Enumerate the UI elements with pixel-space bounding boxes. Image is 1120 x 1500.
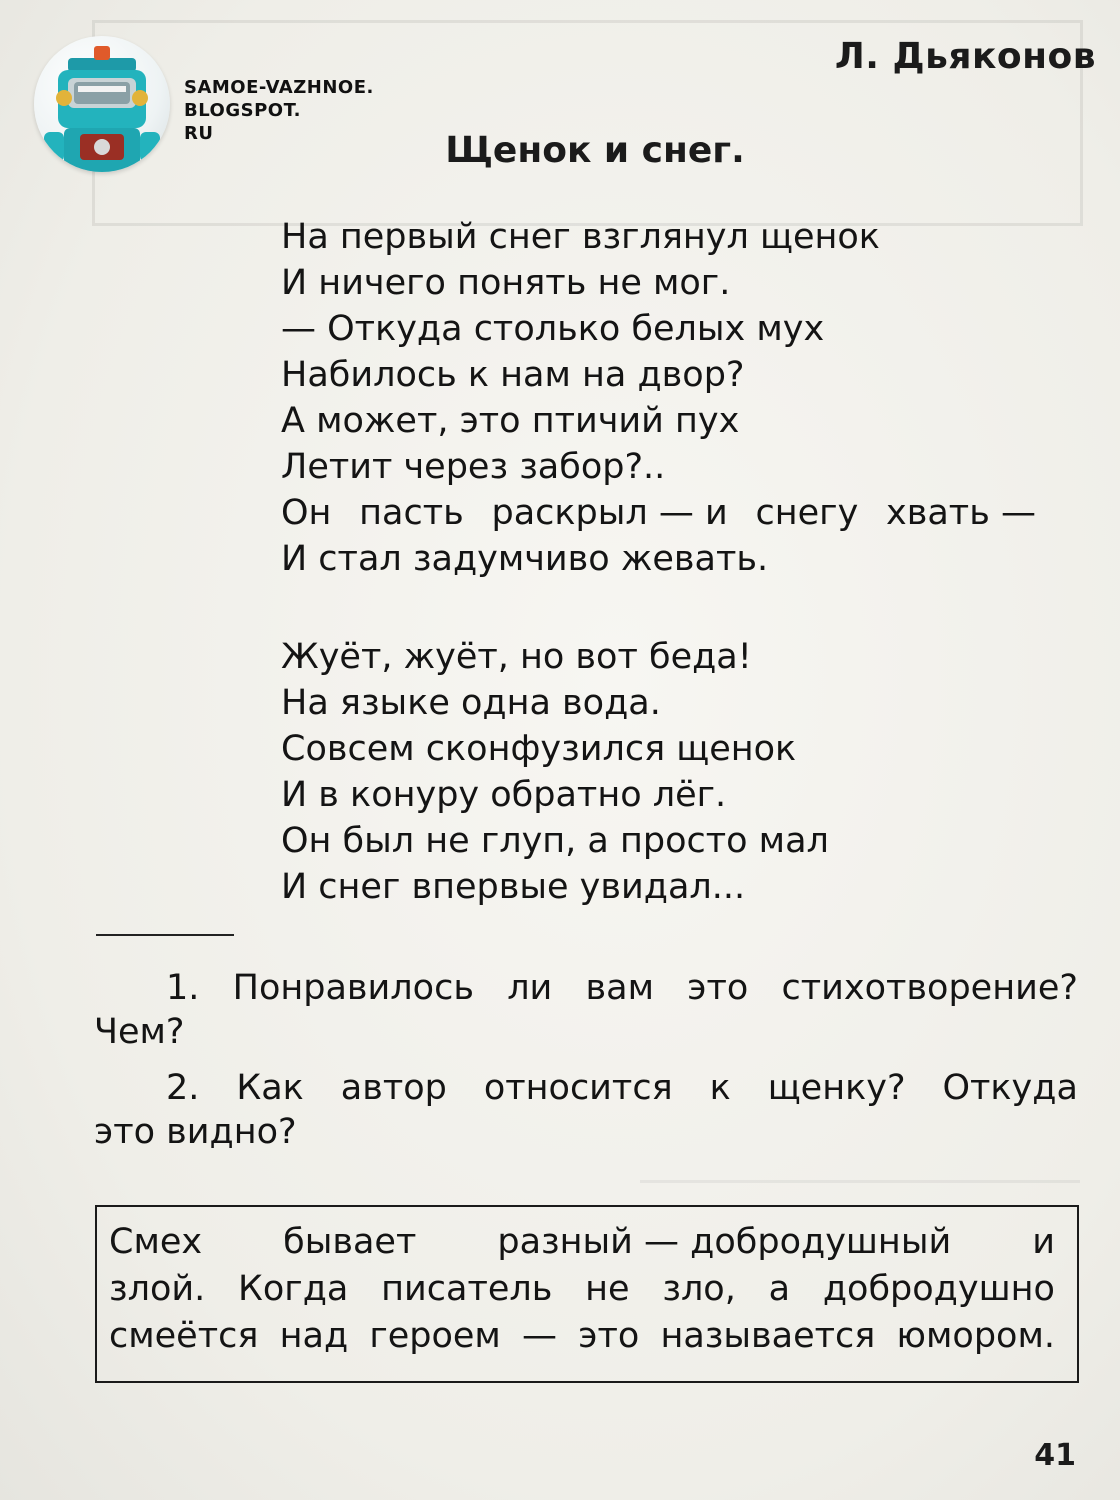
box-word: и bbox=[1032, 1222, 1055, 1262]
box-line bbox=[109, 1219, 1055, 1266]
question-word: вам bbox=[585, 968, 655, 1008]
poem-line: Набилось к нам на двор? bbox=[281, 355, 745, 395]
humor-definition-box bbox=[95, 1205, 1079, 1383]
question-word: щенку? bbox=[767, 1068, 906, 1108]
poem-line bbox=[281, 490, 1036, 536]
box-word: не bbox=[585, 1269, 630, 1309]
poem-title: Щенок и снег. bbox=[445, 130, 745, 171]
poem-line: И стал задумчиво жевать. bbox=[281, 539, 769, 579]
poem-line: На первый снег взглянул щенок bbox=[281, 217, 880, 257]
box-line bbox=[109, 1313, 1055, 1360]
watermark-line: BLOGSPOT. bbox=[184, 100, 301, 121]
section-divider bbox=[96, 934, 234, 936]
question-word: Как bbox=[236, 1068, 304, 1108]
question-word: стихотворение? bbox=[781, 968, 1078, 1008]
poem-line: Жуёт, жуёт, но вот беда! bbox=[281, 637, 752, 677]
question-word: автор bbox=[340, 1068, 447, 1108]
box-word: это bbox=[578, 1316, 640, 1356]
question-line bbox=[94, 966, 1078, 1010]
box-word: писатель bbox=[381, 1269, 553, 1309]
box-word: злой. bbox=[109, 1269, 206, 1309]
poem-word: Он bbox=[281, 493, 332, 533]
poem-author: Л. Дьяконов bbox=[834, 36, 1096, 77]
box-word: бывает bbox=[283, 1222, 417, 1262]
poem-line: Летит через забор?.. bbox=[281, 447, 666, 487]
poem-line: А может, это птичий пух bbox=[281, 401, 740, 441]
questions-list bbox=[94, 966, 1078, 1154]
box-word: героем bbox=[369, 1316, 501, 1356]
question-line: Чем? bbox=[94, 1012, 185, 1052]
poem-stanza-1 bbox=[281, 214, 1036, 582]
poem-line: — Откуда столько белых мух bbox=[281, 309, 825, 349]
poem-word: пасть bbox=[359, 493, 464, 533]
box-word: юмором. bbox=[896, 1316, 1055, 1356]
question-word: ли bbox=[507, 968, 553, 1008]
box-word: добродушно bbox=[822, 1269, 1055, 1309]
poem-word: хвать — bbox=[886, 493, 1036, 533]
question-word: 2. bbox=[166, 1068, 200, 1108]
poem-word: раскрыл — и bbox=[491, 493, 728, 533]
box-word: смеётся bbox=[109, 1316, 259, 1356]
poem-line: На языке одна вода. bbox=[281, 683, 661, 723]
question-word: это bbox=[687, 968, 749, 1008]
page-number: 41 bbox=[1034, 1438, 1076, 1473]
poem-word: снегу bbox=[755, 493, 859, 533]
box-line bbox=[109, 1266, 1055, 1313]
poem-stanza-2 bbox=[281, 634, 829, 910]
box-word: разный — добродушный bbox=[497, 1222, 952, 1262]
poem-line: И снег впервые увидал... bbox=[281, 867, 746, 907]
box-word: называется bbox=[660, 1316, 876, 1356]
watermark-line: RU bbox=[184, 123, 214, 144]
question-line bbox=[94, 1066, 1078, 1110]
question-word: относится bbox=[483, 1068, 673, 1108]
poem-line: И ничего понять не мог. bbox=[281, 263, 731, 303]
poem-line: Совсем сконфузился щенок bbox=[281, 729, 797, 769]
poem-line: И в конуру обратно лёг. bbox=[281, 775, 727, 815]
question-word: Откуда bbox=[942, 1068, 1078, 1108]
box-word: над bbox=[279, 1316, 349, 1356]
box-word: Смех bbox=[109, 1222, 203, 1262]
box-word: — bbox=[522, 1316, 558, 1356]
question-2 bbox=[94, 1066, 1078, 1154]
box-word: Когда bbox=[238, 1269, 349, 1309]
question-word: к bbox=[709, 1068, 731, 1108]
poem-line: Он был не глуп, а просто мал bbox=[281, 821, 829, 861]
question-line: это видно? bbox=[94, 1112, 297, 1152]
box-word: зло, bbox=[662, 1269, 736, 1309]
question-1 bbox=[94, 966, 1078, 1054]
box-word: а bbox=[768, 1269, 791, 1309]
watermark-line: SAMOE-VAZHNOE. bbox=[184, 77, 374, 98]
question-word: 1. bbox=[166, 968, 200, 1008]
question-word: Понравилось bbox=[232, 968, 474, 1008]
